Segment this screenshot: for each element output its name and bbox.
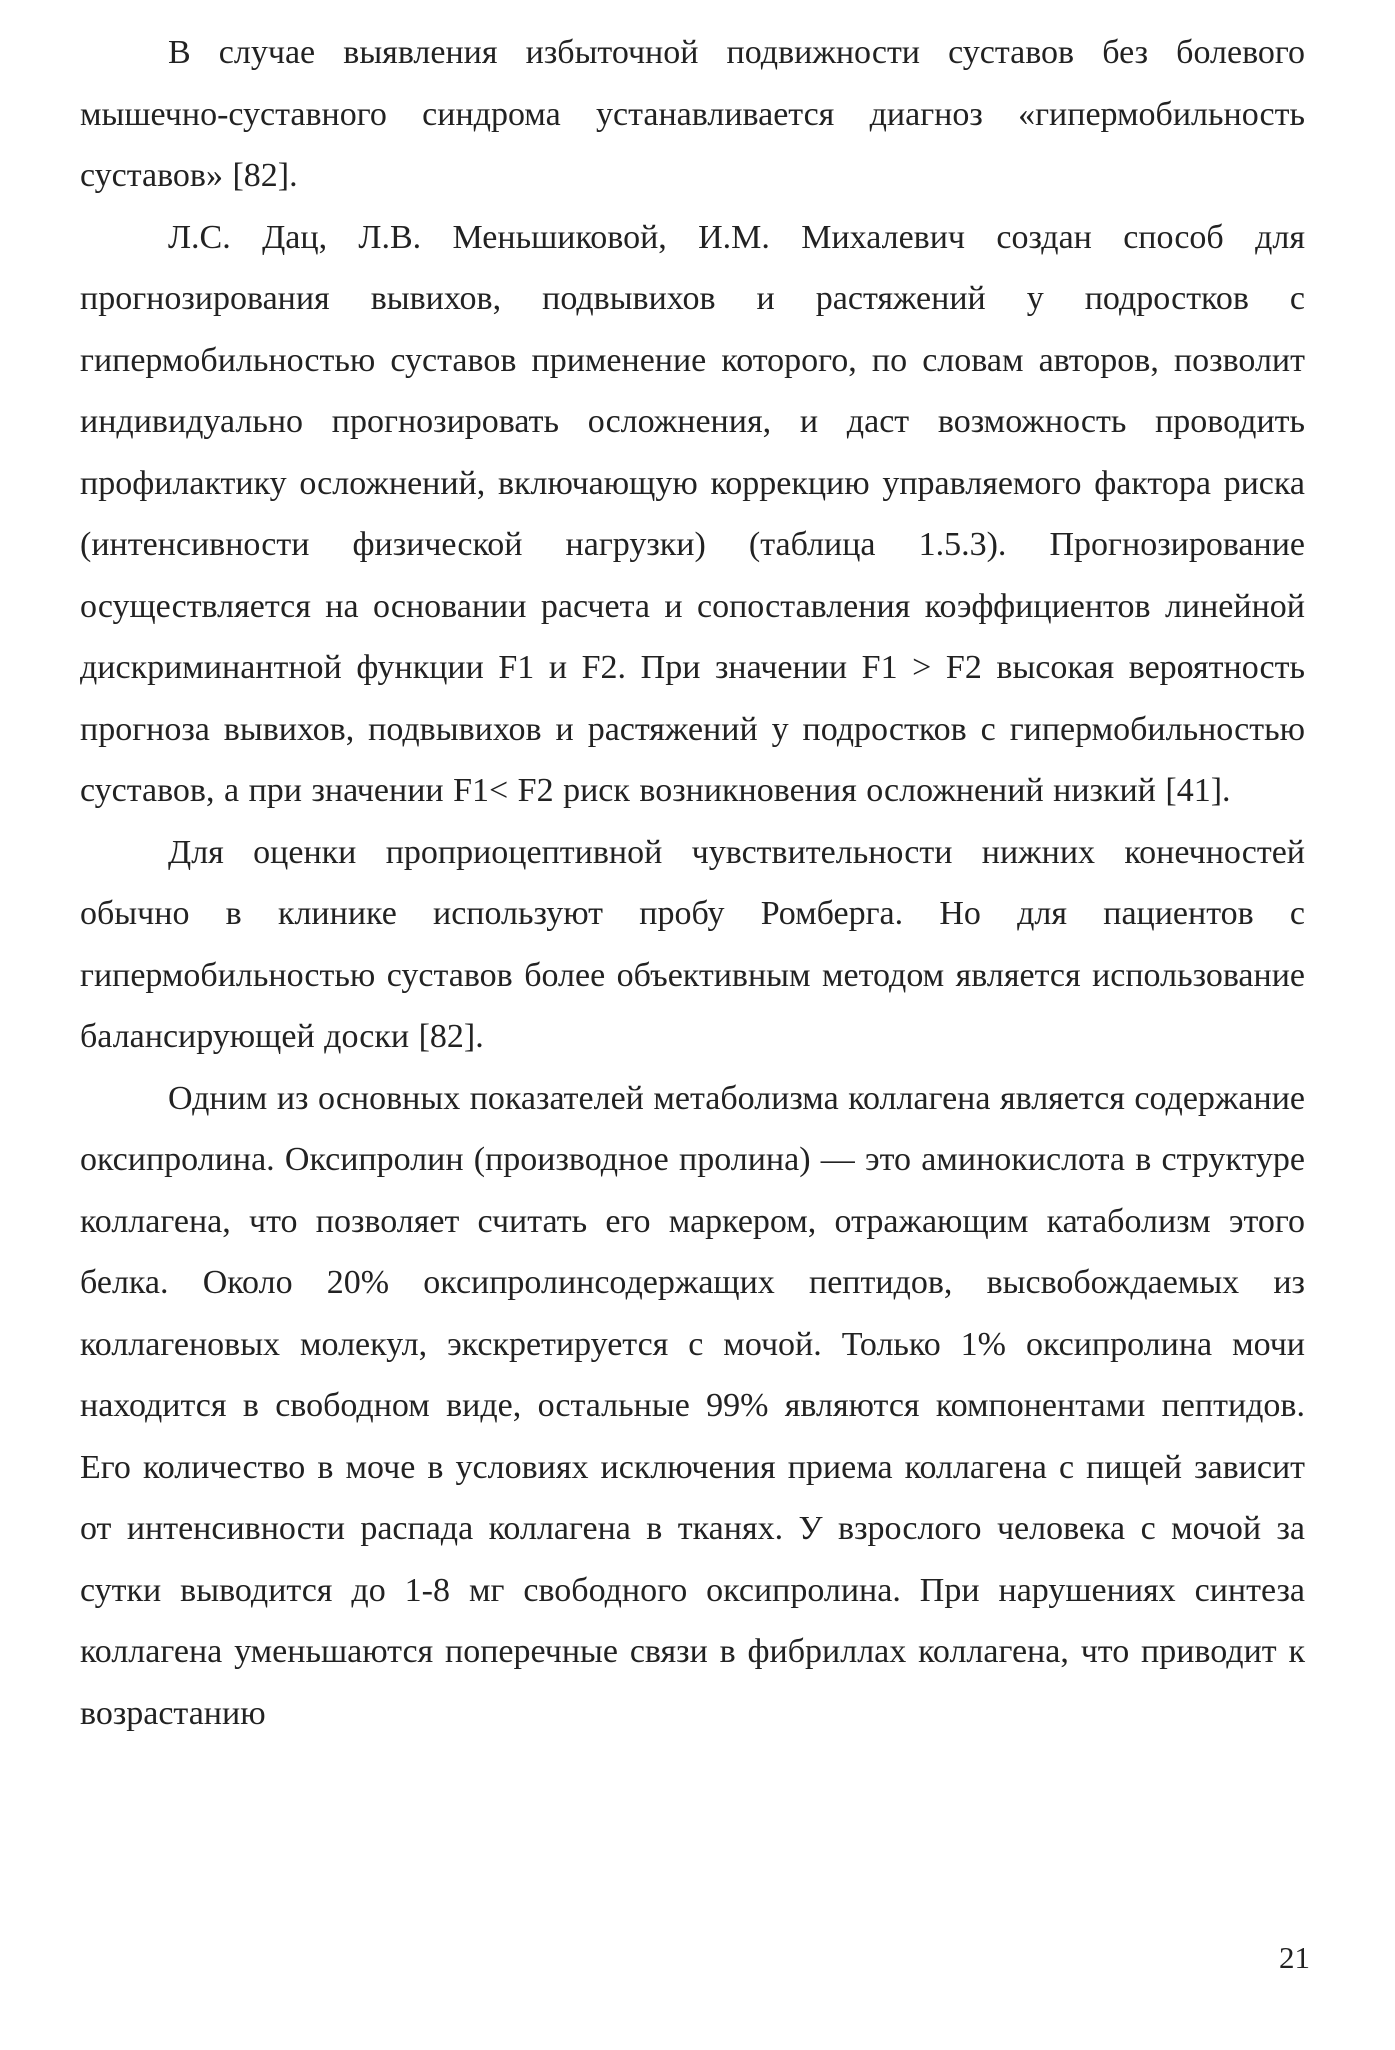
paragraph-proprioception: Для оценки проприоцептивной чувствительности нижних конечностей обычно в клинике используют пробу Ромберга. Но для пациентов с гипермобильностью суставов более объективным методом является использование балансирующей доски [82]. bbox=[80, 833, 1305, 1055]
paragraph-oxyproline: Одним из основных показателей метаболизма коллагена является содержание оксипролина. Оксипролин (производное пролина) — это аминокислота в структуре коллагена, что позволяет считать его маркером, отражающим катаболизм этого белка. Около 20% оксипролинсодержащих пептидов, высвобождаемых из коллагеновых молекул, экскретируется с мочой. Только 1% оксипролина мочи находится в свободном виде, остальные 99% являются компонентами пептидов. Его количество в моче в условиях исключения приема коллагена с пищей зависит от интенсивности распада коллагена в тканях. У взрослого человека с мочой за сутки выводится до 1-8 мг свободного оксипролина. При нарушениях синтеза коллагена уменьшаются поперечные связи в фибриллах коллагена, что приводит к возрастанию bbox=[80, 1079, 1305, 1732]
paragraph-hypermobility-diagnosis: В случае выявления избыточной подвижности суставов без болевого мышечно-суставного синдрома устанавливается диагноз «гипермобильность суставов» [82]. bbox=[80, 34, 1305, 194]
body-text bbox=[80, 22, 1305, 1744]
page-number: 21 bbox=[1279, 1940, 1310, 1975]
paragraph-dislocation-prognosis: Л.С. Дац, Л.В. Меньшиковой, И.М. Михалевич создан способ для прогнозирования вывихов, подвывихов и растяжений у подростков с гипермобильностью суставов применение которого, по словам авторов, позволит индивидуально прогнозировать осложнения, и даст возможность проводить профилактику осложнений, включающую коррекцию управляемого фактора риска (интенсивности физической нагрузки) (таблица 1.5.3). Прогнозирование осуществляется на основании расчета и сопоставления коэффициентов линейной дискриминантной функции F1 и F2. При значении F1 > F2 высокая вероятность прогноза вывихов, подвывихов и растяжений у подростков с гипермобильностью суставов, а при значении F1< F2 риск возникновения осложнений низкий [41]. bbox=[80, 218, 1305, 809]
